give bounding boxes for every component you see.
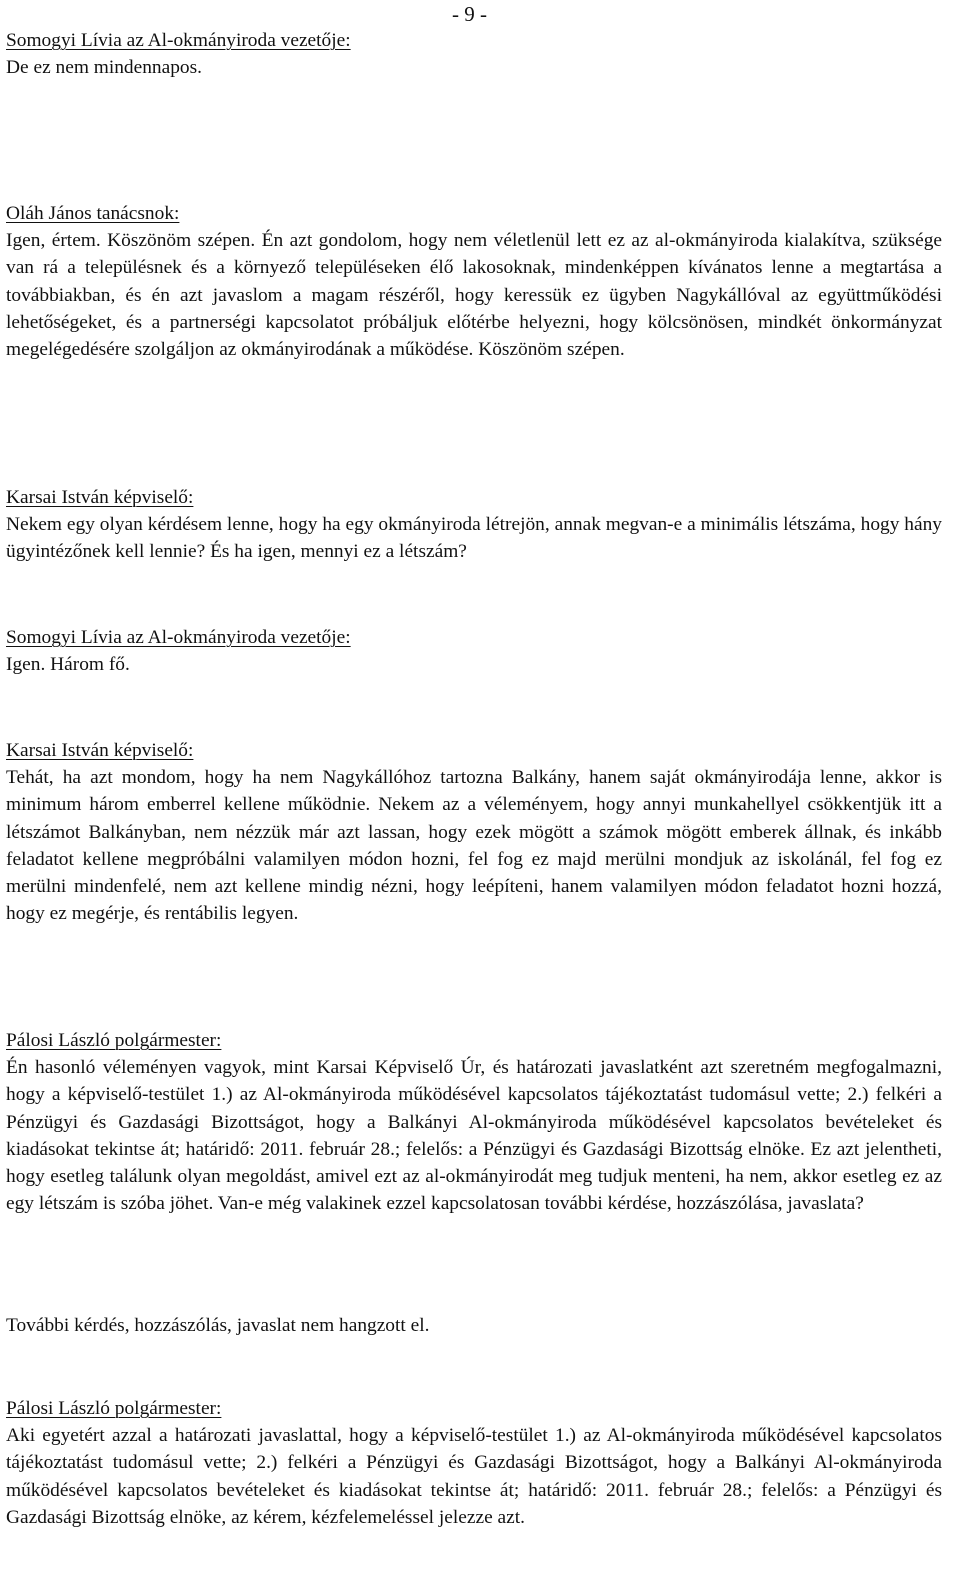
entry-7: [6, 1312, 942, 1339]
speaker-name: Oláh János tanácsnok:: [6, 203, 180, 224]
speech-text: Igen. Három fő.: [6, 654, 130, 676]
document-page: [6, 0, 942, 1593]
speech-text: Tehát, ha azt mondom, hogy ha nem Nagykállóhoz tartozna Balkány, hanem saját okmányirodája lenne, akkor is minimum három emberrel kellene működnie. Nekem az a véleményem, hogy annyi munkahellyel csökkentjük itt a létszámot Balkányban, nem nézzük már azt lassan, hogy ezek mögött a számok mögött emberek állnak, és inkább feladatot kellene megpróbálni valamilyen módon hozni, fel fog ez majd merülni mondjuk az iskolánál, fel fog ez merülni mindenfelé, nem azt kellene mindig nézni, hogy leépíteni, hanem valamilyen módon feladatot hozni hozzá, hogy ez megérje, és rentábilis legyen.: [6, 767, 942, 925]
page-number: - 9 -: [452, 2, 487, 26]
entry-2: [6, 200, 942, 363]
entry-3: [6, 484, 942, 566]
entry-5: [6, 737, 942, 927]
speech-text: Nekem egy olyan kérdésem lenne, hogy ha egy okmányiroda létrejön, annak megvan-e a minimális létszáma, hogy hány ügyintézőnek kell lennie? És ha igen, mennyi ez a létszám?: [6, 514, 942, 563]
speaker-name: Somogyi Lívia az Al-okmányiroda vezetője:: [6, 30, 351, 51]
speech-text: Aki egyetért azzal a határozati javaslattal, hogy a képviselő-testület 1.) az Al-okmányiroda működésével kapcsolatos tájékoztatást tudomásul vette; 2.) felkéri a Pénzügyi és Gazdasági Bizottságot, hogy a Balkányi Al-okmányiroda működésével kapcsolatos bevételeket és kiadásokat tekintse át; határidő: 2011. február 28.; felelős: a Pénzügyi és Gazdasági Bizottság elnöke, az kérem, kézfelemeléssel jelezze azt.: [6, 1425, 942, 1528]
speaker-name: Karsai István képviselő:: [6, 740, 194, 761]
speaker-name: Pálosi László polgármester:: [6, 1030, 222, 1051]
narration-text: További kérdés, hozzászólás, javaslat nem hangzott el.: [6, 1315, 430, 1336]
speech-text: Én hasonló véleményen vagyok, mint Karsai Képviselő Úr, és határozati javaslatként azt szeretném megfogalmazni, hogy a képviselő-testület 1.) az Al-okmányiroda működésével kapcsolatos tájékoztatást tudomásul vette; 2.) felkéri a Pénzügyi és Gazdasági Bizottságot, hogy a Balkányi Al-okmányiroda működésével kapcsolatos bevételeket és kiadásokat tekintse át; határidő: 2011. február 28.; felelős: a Pénzügyi és Gazdasági Bizottság elnöke. Ez azt jelentheti, hogy esetleg találunk olyan megoldást, amivel ezt az al-okmányirodát meg tudjuk menteni, ha nem, akkor esetleg ez az egy létszám is szóba jöhet. Van-e még valakinek ezzel kapcsolatosan további kérdése, hozzászólása, javaslata?: [6, 1057, 942, 1215]
entry-6: [6, 1027, 942, 1217]
speaker-name: Pálosi László polgármester:: [6, 1398, 222, 1419]
speaker-name: Karsai István képviselő:: [6, 487, 194, 508]
speaker-name: Somogyi Lívia az Al-okmányiroda vezetője:: [6, 627, 351, 648]
entry-8: [6, 1395, 942, 1531]
speech-text: De ez nem mindennapos.: [6, 57, 202, 79]
entry-4: [6, 624, 942, 678]
entry-1: [6, 27, 942, 81]
speech-text: Igen, értem. Köszönöm szépen. Én azt gondolom, hogy nem véletlenül lett ez az al-okmányiroda kialakítva, szüksége van rá a településnek és a környező településeken élő lakosoknak, mindenképpen kívánatos lenne a megtartása a továbbiakban, és én azt javaslom a magam részéről, hogy keressük ez ügyben Nagykállóval az együttműködési lehetőségeket, és a partnerségi kapcsolatot próbáljuk előtérbe helyezni, hogy kölcsönösen, mindkét önkormányzat megelégedésére szolgáljon az okmányirodának a működése. Köszönöm szépen.: [6, 230, 942, 361]
